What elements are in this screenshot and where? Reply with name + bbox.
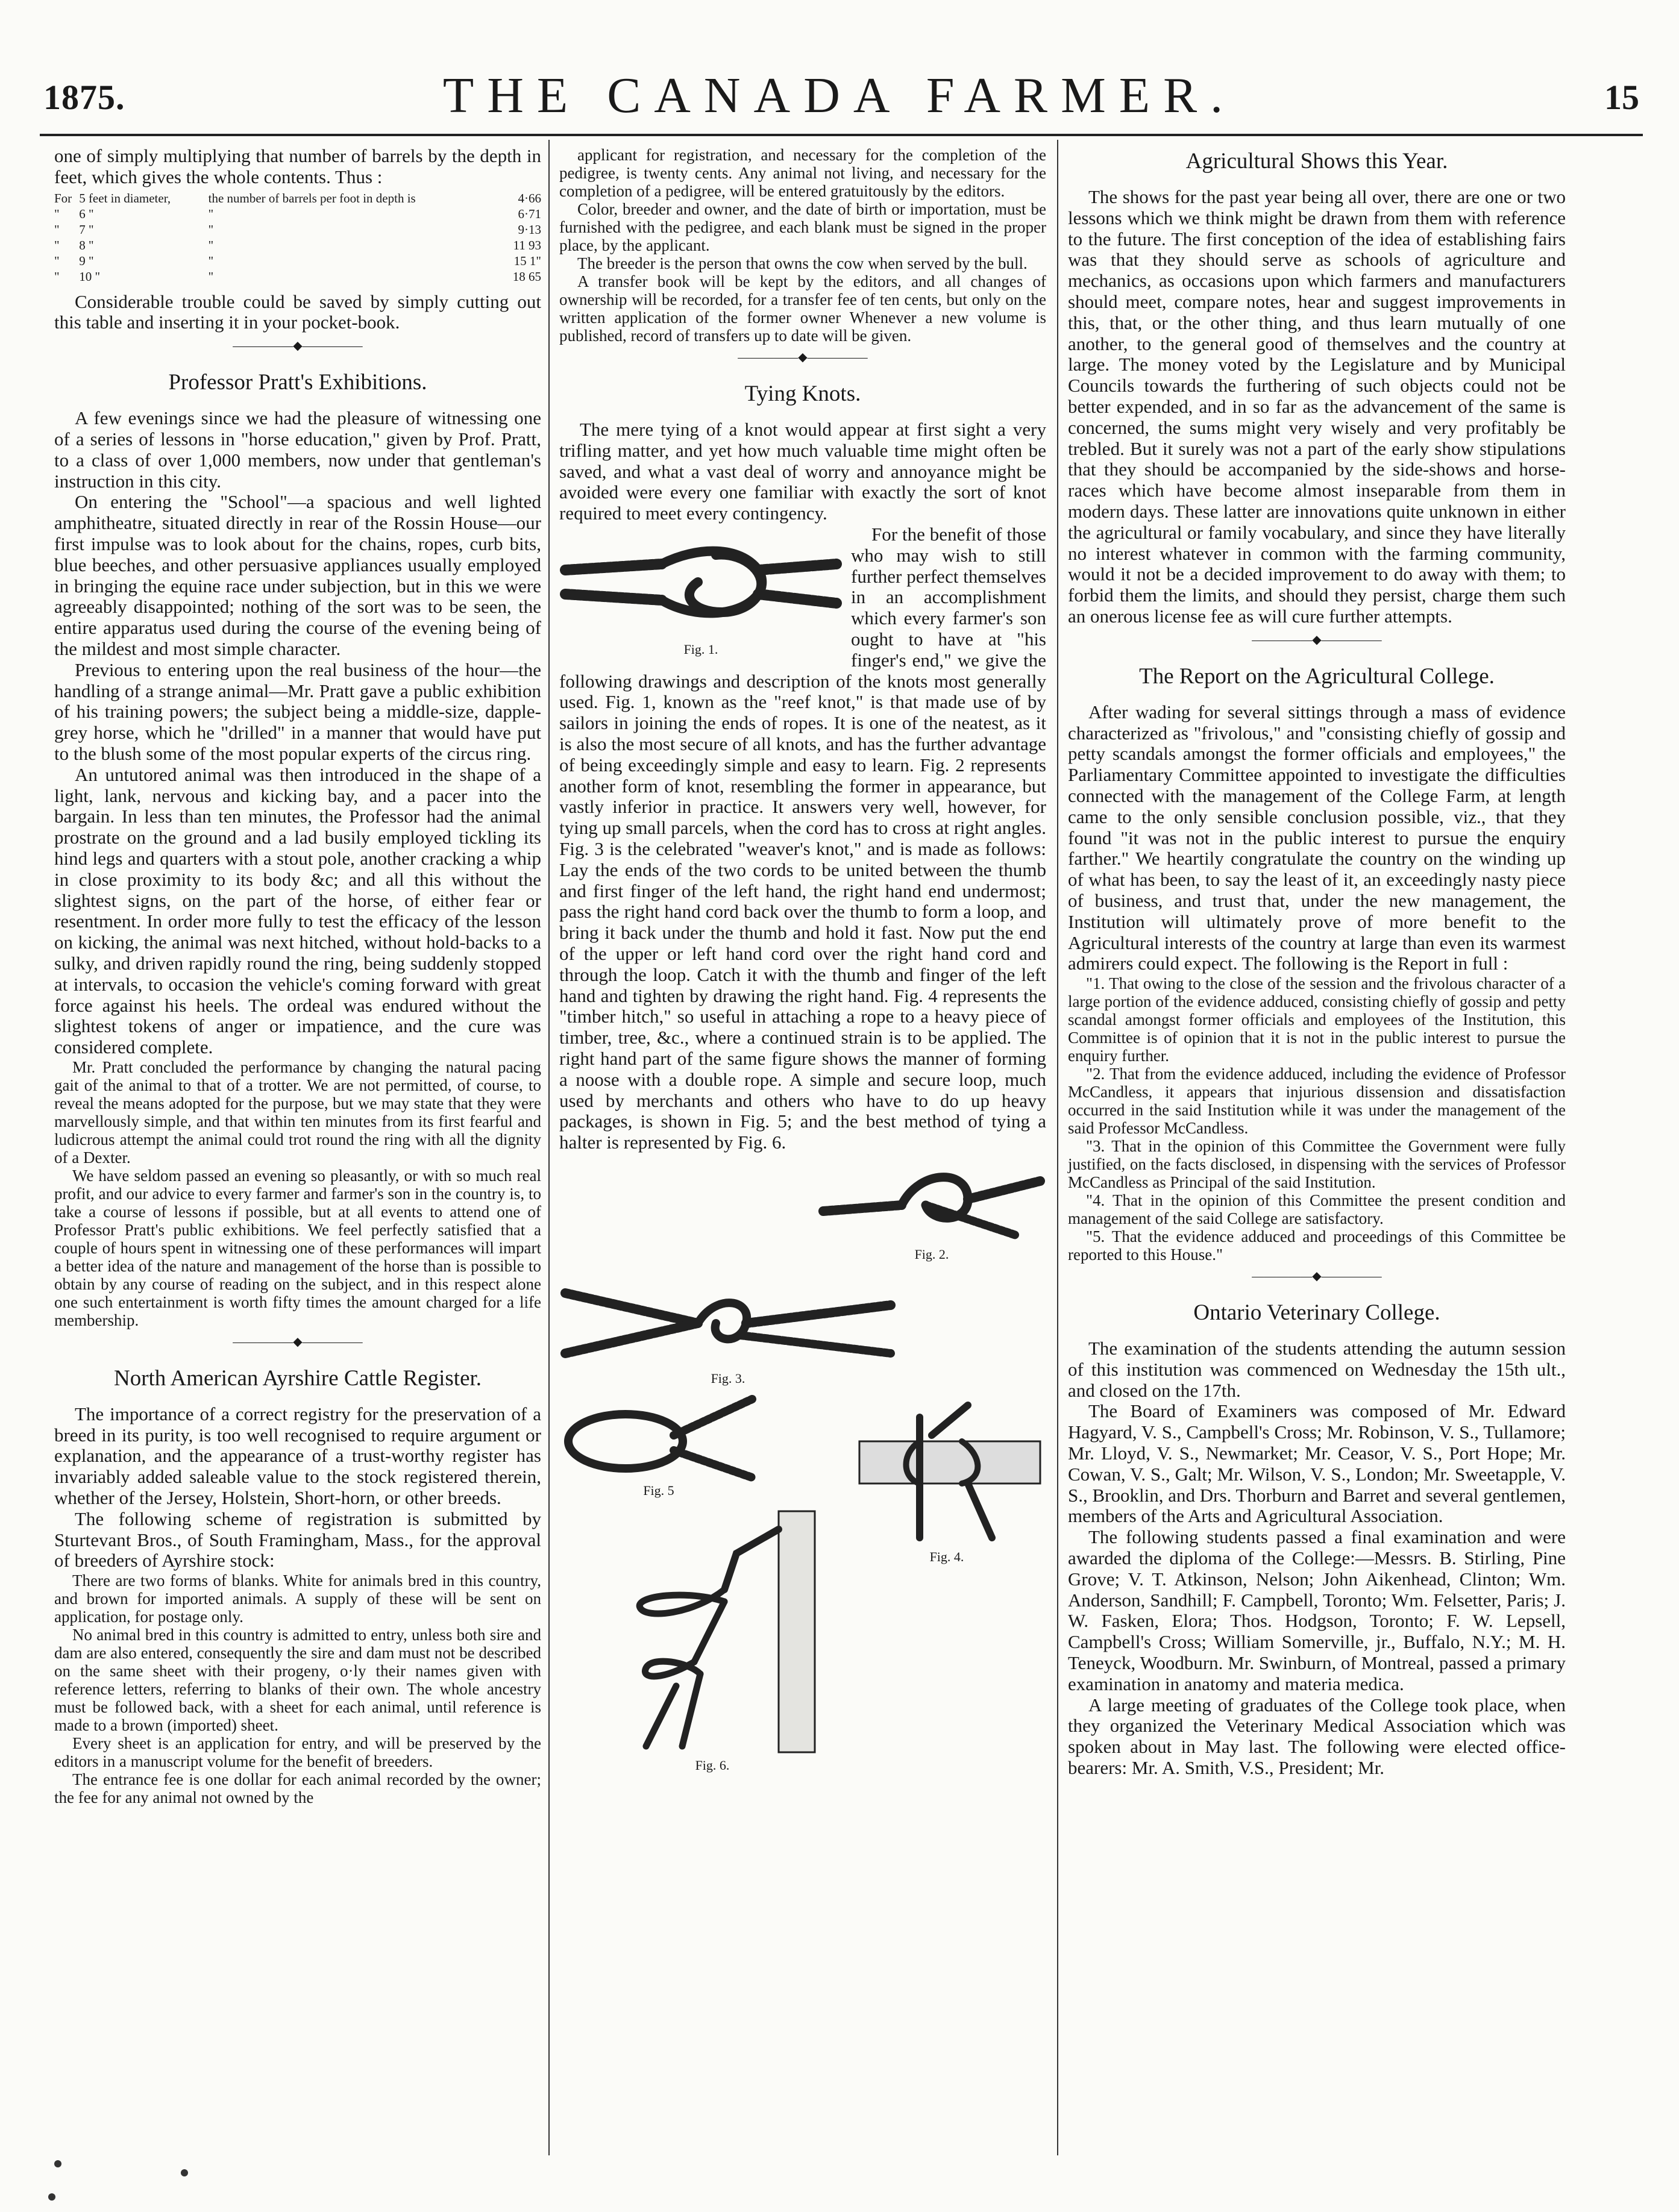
column-3: [1068, 146, 1566, 2146]
ink-speck: [48, 2193, 55, 2201]
ink-speck: [181, 2169, 188, 2176]
paragraph: The Board of Examiners was composed of Mr. Edward Hagyard, V. S., Campbell's Cross; Mr. Robinson, V. S., Tullamore; Mr. Lloyd, V. S., Newmarket; Mr. Ceasor, V. S., Port Hope; Mr. Cowan, V. S., Galt; Mr. Wilson, V. S., London; Mr. Sweetapple, V. S., Brooklin, and Drs. Thorburn and Barret and several gentlemen, members of the Arts and Agricultural Association.: [1068, 1400, 1566, 1527]
column-divider: [1057, 140, 1058, 2155]
table-row: " 7 " " 9·13: [54, 222, 541, 237]
barrels-table: [54, 190, 541, 284]
paragraph: The entrance fee is one dollar for each animal recorded by the owner; the fee for any animal not owned by the: [54, 1770, 541, 1807]
figure-caption: Fig. 2.: [914, 1246, 949, 1262]
figure-caption: Fig. 6.: [695, 1757, 730, 1773]
paragraph: "1. That owing to the close of the session and the frivolous character of a large portion of the evidence adduced, consisting chiefly of gossip and petty scandal amongst former officials and employees of the Institution, this Committee is of opinion that it is not in the public interest to pursue the enquiry further.: [1068, 974, 1566, 1065]
paragraph: The following scheme of registration is submitted by Sturtevant Bros., of South Framingham, Mass., for the approval of breeders of Ayrshire stock:: [54, 1508, 541, 1571]
column-1: [54, 146, 541, 2146]
paragraph: "5. That the evidence adduced and proceedings of this Committee be reported to this House.": [1068, 1227, 1566, 1264]
paragraph: Color, breeder and owner, and the date of birth or importation, must be furnished with the pedigree, and each blank must be signed in the proper place, by the applicant.: [559, 200, 1046, 254]
figure-caption: Fig. 1.: [683, 641, 718, 657]
paragraph: Every sheet is an application for entry, and will be preserved by the editors in a manuscript volume for the benefit of breeders.: [54, 1734, 541, 1771]
paragraph: "3. That in the opinion of this Committee the Government were fully justified, on the facts disclosed, in dispensing with the services of Professor McCandless as Principal of the said Institution.: [1068, 1137, 1566, 1192]
masthead: [0, 0, 1679, 139]
section-ornament: —————◆—————: [233, 339, 363, 353]
figure-caption: Fig. 5: [643, 1482, 674, 1498]
table-row: " 6 " " 6·71: [54, 206, 541, 221]
table-row: " 8 " " 11 93: [54, 237, 541, 252]
paragraph: applicant for registration, and necessary for the completion of the pedigree, is twenty cents. Any animal not living, and necessary for the completion of a pedigree, will be entered gratuitously by the editors.: [559, 146, 1046, 200]
fig-6-halter: [586, 1505, 839, 1773]
masthead-rule: [40, 134, 1643, 136]
paragraph: Previous to entering upon the real business of the hour—the handling of a strange animal—Mr. Pratt gave a public exhibition of his training powers; the subject being a middle-size, dapple-grey horse, which he "drilled" in a manner that would have put to the blush some of the most popular experts of the circus ring.: [54, 659, 541, 764]
paragraph: The mere tying of a knot would appear at first sight a very trifling matter, and yet how much valuable time might often be saved, and what a vast deal of worry and annoyance might be avoided were every one familiar with exactly the sort of knot required to meet every contingency.: [559, 419, 1046, 524]
fig-5-loop: [559, 1393, 758, 1498]
table-row: " 10 " " 18 65: [54, 269, 541, 284]
paragraph: The importance of a correct registry for the preservation of a breed in its purity, is too well recognised to require argument or explanation, and the appearance of a trust-worthy register has invariably added saleable value to the stock registered therein, whether of the Jersey, Holstein, Short-horn, or other breeds.: [54, 1403, 541, 1509]
fig-2-knot: [817, 1157, 1046, 1262]
knots-heading: Tying Knots.: [744, 381, 861, 406]
table-row: For 5 feet in diameter, the number of barrels per foot in depth is 4·66: [54, 190, 541, 205]
reef-knot-illustration: [559, 528, 843, 642]
paragraph: There are two forms of blanks. White for animals bred in this country, and brown for imported animals. A supply of these will be sent on application, for postage only.: [54, 1571, 541, 1626]
table-row: " 9 " " 15 1": [54, 253, 541, 268]
barrels-note: Considerable trouble could be saved by simply cutting out this table and inserting it in your pocket-book.: [54, 290, 541, 333]
figure-caption: Fig. 4.: [929, 1549, 964, 1564]
column-2: [559, 146, 1046, 2146]
paragraph: We have seldom passed an evening so pleasantly, or with so much real profit, and our advice to every farmer and farmer's son in the country is, to take a course of lessons if possible, but at all events to attend one of Professor Pratt's public exhibitions. We feel perfectly satisfied that a couple of hours spent in witnessing one of these performances will impart a better idea of the nature and management of the horse than is possible to obtain by any course of reading on the subject, and in this respect alone one such entertainment is worth fifty times the amount charged for a life membership.: [54, 1166, 541, 1329]
paragraph: "4. That in the opinion of this Committee the present condition and management of the said College are satisfactory.: [1068, 1191, 1566, 1228]
newspaper-title: THE CANADA FARMER.: [442, 67, 1237, 124]
fig-3-weavers-knot: [559, 1269, 897, 1386]
paragraph: The examination of the students attending the autumn session of this institution was commenced on Wednesday the 15th ult., and closed on the 17th.: [1068, 1338, 1566, 1401]
column-divider: [548, 140, 550, 2155]
paragraph: For the benefit of those who may wish to still further perfect themselves in an accomplishment which every farmer's son ought to have at "his finger's end," we give the following drawings and description of the knots most generally used. Fig. 1, known as the "reef knot," is that made use of by sailors in joining the ends of ropes. It is one of the neatest, as it is also the most secure of all knots, and has the further advantage of being exceedingly simple and easy to learn. Fig. 2 represents another form of knot, resembling the former in appearance, but vastly inferior in practice. It answers very well, however, for tying up small parcels, when the cord has to cross at right angles. Fig. 3 is the celebrated "weaver's knot," and is made as follows: Lay the ends of the two cords to be united between the thumb and first finger of the left hand, the right hand end undermost; pass the right hand cord back over the thumb to form a loop, and bring it back under the thumb and hold it fast. Now put the end of the upper or left hand cord over the right hand cord and through the loop. Catch it with the thumb and finger of the left hand and tighten by drawing the right hand. Fig. 4 represents the "timber hitch," so useful in attaching a rope to a heavy piece of timber, tree, &c., where a continued strain is to be applied. The right hand part of the same figure shows the manner of forming a noose with a double rope. A simple and secure loop, much used by merchants and others who have to do up heavy packages, is shown in Fig. 5; and the best method of tying a halter is represented by Fig. 6.: [559, 523, 1046, 1153]
paragraph: The breeder is the person that owns the cow when served by the bull.: [577, 254, 1028, 272]
paragraph: The following students passed a final examination and were awarded the diploma of the College:—Messrs. B. Stirling, Pine Grove; V. T. Atkinson, Nelson; John Aikenhead, Clinton; Wm. Anderson, Sandhill; F. Campbell, Toronto; Wm. Felsetter, Paris; J. W. Fasken, Elora; Thos. Hodgson, Toronto; F. W. Lepsell, Campbell's Cross; William Somerville, jr., Buffalo, N.Y.; M. H. Teneyck, Woodburn. Mr. Swinburn, of Montreal, passed a primary examination in anatomy and materia medica.: [1068, 1526, 1566, 1694]
vet-heading: Ontario Veterinary College.: [1193, 1300, 1440, 1326]
fig-1-reef-knot: [559, 528, 843, 657]
paragraph: A few evenings since we had the pleasure of witnessing one of a series of lessons in "horse education," given by Prof. Pratt, to a class of over 1,000 members, now under that gentleman's instruction in this city.: [54, 407, 541, 492]
paragraph: No animal bred in this country is admitted to entry, unless both sire and dam are also entered, consequently the sire and dam must not be described on the same sheet with their progeny, o·ly their names given with reference letters, referring to blanks of their own. The whole ancestry must be followed back, with a sheet for each animal, until reference is made to a brown (imported) sheet.: [54, 1626, 541, 1735]
section-ornament: —————◆—————: [738, 351, 868, 364]
fig-4-timber-hitch: [847, 1393, 1046, 1564]
paragraph: On entering the "School"—a spacious and well lighted amphitheatre, situated directly in rear of the Rossin House—our first impulse was to look about for the chains, ropes, curb bits, blue beeches, and other persuasive appliances usually employed in bringing the equine race under subjection, but in this we were agreeably disappointed; nothing of the sort was to be seen, the entire apparatus used during the course of the evening being of the mildest and most simple character.: [54, 491, 541, 659]
paragraph: After wading for several sittings through a mass of evidence characterized as "frivolous," and "consisting chiefly of gossip and petty scandals amongst the former officials and employees," the Parliamentary Committee appointed to investigate the difficulties connected with the management of the College Farm, at length came to the only sensible conclusion possible, viz., that they found "it was not in the public interest to pursue the enquiry farther." We heartily congratulate the country on the winding up of what has been, to say the least of it, an exceedingly nasty piece of business, and trust that, under the new management, the Institution will ultimately prove of more benefit to the Agricultural interests of the country at large than even its warmest admirers could expect. The following is the Report in full :: [1068, 701, 1566, 974]
college-heading: The Report on the Agricultural College.: [1139, 663, 1495, 689]
shows-heading: Agricultural Shows this Year.: [1185, 149, 1448, 174]
paragraph: A transfer book will be kept by the editors, and all changes of ownership will be recorded, for a transfer fee of ten cents, but only on the written application of the former owner Whenever a new volume is published, record of transfers up to date will be given.: [559, 272, 1046, 345]
section-ornament: —————◆—————: [1252, 633, 1382, 647]
section-ornament: —————◆—————: [1252, 1270, 1382, 1283]
paragraph: An untutored animal was then introduced in the shape of a light, lank, nervous and kicking bay, and a pacer into the bargain. In less than ten minutes, the Professor had the animal prostrate on the ground and a lad busily employed tickling its hind legs and quarters with a stout pole, another cracking a whip in close proximity to its body &c; and all this without the slightest signs, on the part of the horse, of either fear or resentment. In order more fully to test the efficacy of the lesson on kicking, the animal was next hitched, without hold-backs to a sulky, and driven rapidly round the ring, being suddenly stopped at intervals, to occasion the vehicle's coming forward with great force against his heels. The ordeal was endured without the slightest tokens of anger or impatience, and the cure was considered complete.: [54, 763, 541, 1058]
barrels-intro: one of simply multiplying that number of barrels by the depth in feet, which gives the whole contents. Thus :: [54, 145, 541, 187]
pratt-heading: Professor Pratt's Exhibitions.: [168, 370, 427, 395]
ayrshire-heading: North American Ayrshire Cattle Register.: [113, 1365, 482, 1391]
ink-speck: [54, 2160, 61, 2167]
figure-caption: Fig. 3.: [711, 1370, 745, 1386]
page-number: 15: [1604, 78, 1639, 117]
paragraph: Mr. Pratt concluded the performance by changing the natural pacing gait of the animal to that of a trotter. We are not permitted, of course, to reveal the means adopted for the purpose, but we may state that they were marvellously simple, and that within ten minutes from its first fearful and ludicrous attempt the animal could trot round the ring with all the dignity of a Dexter.: [54, 1057, 541, 1167]
paragraph: "2. That from the evidence adduced, including the evidence of Professor McCandless, it appears that injurious dissension and dissatisfaction occurred in the said Institution while it was under the management of the said Professor McCandless.: [1068, 1065, 1566, 1138]
paragraph: The shows for the past year being all over, there are one or two lessons which we think might be drawn from them with reference to the future. The first conception of the idea of establishing fairs was that they should serve as schools of agriculture and mechanics, as occasions upon which farmers and manufacturers should meet, compare notes, hear and suggest improvements in this, that, or the other thing, and thus learn mutually of one another, to the general good of themselves and the country at large. The money voted by the Legislature and by Municipal Councils towards the furthering of such objects could not be better expended, and in so far as the advancement of the same is concerned, the sums might very wisely and very profitably be trebled. But it surely was not a part of the early show stipulations that they should be accompanied by the side-shows and horse-races which have become almost inseparable from them in modern days. These latter are innovations quite unknown in either the agricultural or family vocabulary, and since they have literally no interest whatever in common with the farming community, would it not be a decided improvement to do away with them; to forbid them the limits, and should they persist, charge them such an onerous license fee as will cure further attempts.: [1068, 186, 1566, 627]
issue-year: 1875.: [43, 78, 125, 117]
section-ornament: —————◆—————: [233, 1335, 363, 1349]
paragraph: A large meeting of graduates of the College took place, when they organized the Veterinary Medical Association which was spoken about in May last. The following were elected office-bearers: Mr. A. Smith, V.S., President; Mr.: [1068, 1694, 1566, 1779]
